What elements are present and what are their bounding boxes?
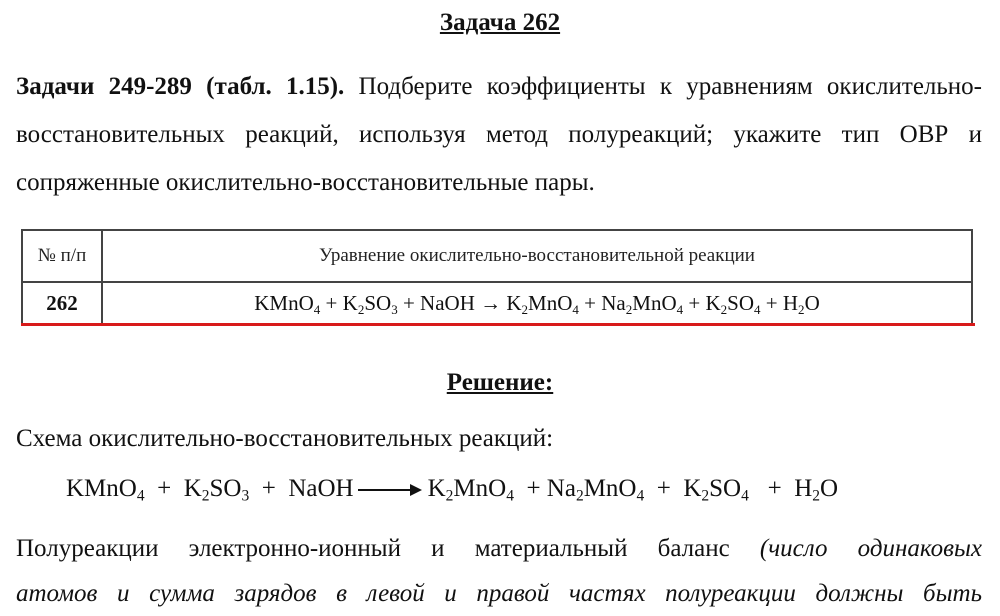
task-title: Задача 262 <box>439 9 561 36</box>
reaction-arrow-icon <box>358 484 422 496</box>
half-reactions-line2: атомов и сумма зарядов в левой и правой частях полуреакции должны быть <box>16 580 982 607</box>
problem-lead: Задачи 249-289 (табл. 1.15). <box>16 73 345 100</box>
header-equation: Уравнение окислительно-восстановительной реакции <box>102 230 972 282</box>
header-number: № п/п <box>22 230 102 282</box>
red-underline <box>21 323 975 326</box>
table-header-row <box>22 230 972 282</box>
half-reactions-italic: (число одинаковых <box>729 535 982 562</box>
scheme-products: $K_2MnO_4 + Na_2MnO_4 + K_2SO_4 + H_2O$ <box>427 475 839 505</box>
solution-title: Решение: <box>446 369 554 396</box>
reaction-table <box>21 229 973 325</box>
problem-body: Подберите коэффициенты к уравнениям окислительно-восстановительных реакций, используя метод полуреакций; укажите тип ОВР и сопряженные окислительно-восстановительные пары. <box>16 73 983 196</box>
half-reactions-text <box>16 527 982 571</box>
half-reactions-normal: Полуреакции электронно-ионный и материальный баланс <box>16 535 730 562</box>
row-equation: KMnO$_4$ + $K_2SO_3$ + NaOH → $K_2MnO_4 + Na_2MnO_4 + K_2SO_4 + H_2O$ <box>102 282 972 324</box>
row-number: 262 <box>22 282 102 324</box>
problem-statement <box>16 63 982 207</box>
table-row <box>22 282 972 324</box>
scheme-equation <box>66 474 838 504</box>
scheme-reactants: KMnO$_4$ + $K_2SO_3$ + NaOH <box>66 475 354 505</box>
scheme-label: Схема окислительно-восстановительных реакций: <box>16 425 554 452</box>
